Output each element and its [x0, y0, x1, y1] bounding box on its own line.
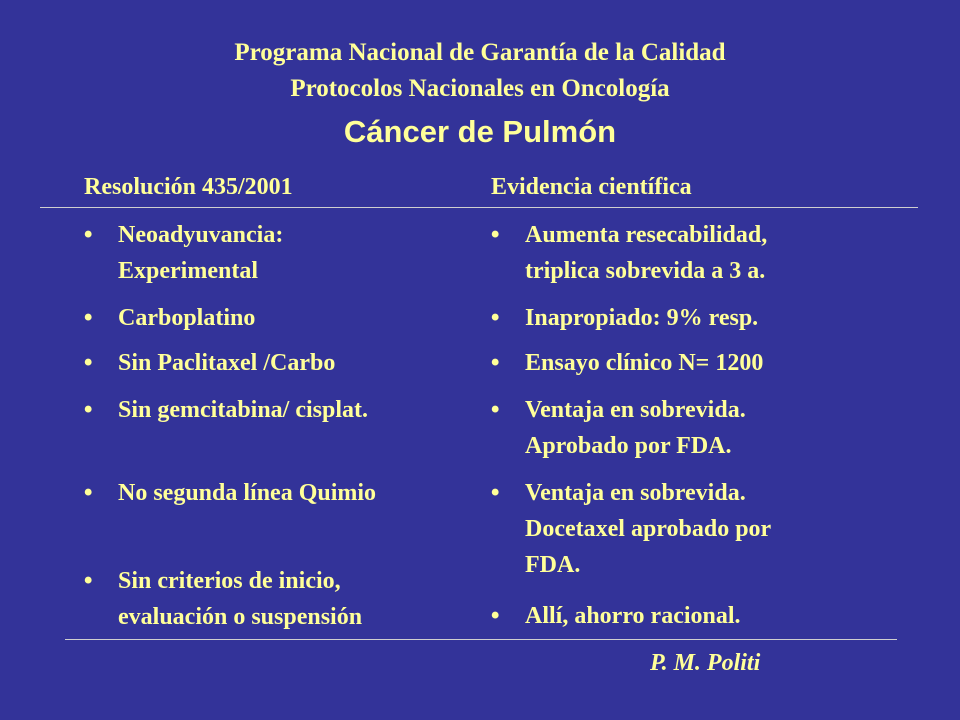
bullet-icon: • — [491, 396, 500, 423]
top-divider — [40, 207, 918, 208]
left-column-heading: Resolución 435/2001 — [84, 174, 293, 200]
title-protocols: Protocolos Nacionales en Oncología — [290, 75, 670, 102]
list-item-text: Allí, ahorro racional. — [525, 603, 741, 629]
list-item — [84, 217, 479, 289]
list-item-text: No segunda línea Quimio — [118, 480, 377, 506]
bullet-icon: • — [84, 221, 93, 248]
bullet-icon: • — [84, 396, 93, 423]
bottom-divider — [65, 639, 897, 640]
list-item-text: Aumenta resecabilidad, triplica sobrevida a 3 a. — [525, 222, 768, 284]
list-item — [491, 598, 911, 634]
list-item — [491, 217, 911, 289]
title-topic: Cáncer de Pulmón — [343, 114, 617, 149]
list-item — [491, 345, 911, 381]
list-item — [491, 475, 911, 583]
bullet-icon: • — [491, 349, 500, 376]
list-item-text: Ventaja en sobrevida. Docetaxel aprobado por FDA. — [525, 480, 772, 578]
bullet-icon: • — [491, 602, 500, 629]
author-signature: P. M. Politi — [650, 650, 761, 676]
bullet-icon: • — [84, 479, 93, 506]
list-item — [84, 300, 479, 336]
list-item-text: Neoadyuvancia: Experimental — [118, 222, 284, 284]
bullet-icon: • — [84, 304, 93, 331]
title-program: Programa Nacional de Garantía de la Calidad — [234, 39, 726, 66]
list-item — [84, 345, 479, 381]
bullet-icon: • — [491, 479, 500, 506]
bullet-icon: • — [491, 221, 500, 248]
list-item — [84, 475, 479, 511]
list-item-text: Inapropiado: 9% resp. — [525, 305, 759, 331]
list-item — [491, 392, 911, 464]
list-item-text: Sin criterios de inicio, evaluación o suspensión — [118, 568, 363, 630]
bullet-icon: • — [491, 304, 500, 331]
bullet-icon: • — [84, 567, 93, 594]
list-item — [491, 300, 911, 336]
right-column-heading: Evidencia científica — [491, 174, 692, 200]
list-item-text: Ventaja en sobrevida. Aprobado por FDA. — [525, 397, 746, 459]
list-item — [84, 392, 479, 428]
list-item-text: Sin gemcitabina/ cisplat. — [118, 397, 369, 423]
bullet-icon: • — [84, 349, 93, 376]
list-item-text: Ensayo clínico N= 1200 — [525, 350, 764, 376]
list-item-text: Carboplatino — [118, 305, 256, 331]
list-item — [84, 563, 479, 635]
list-item-text: Sin Paclitaxel /Carbo — [118, 350, 336, 376]
